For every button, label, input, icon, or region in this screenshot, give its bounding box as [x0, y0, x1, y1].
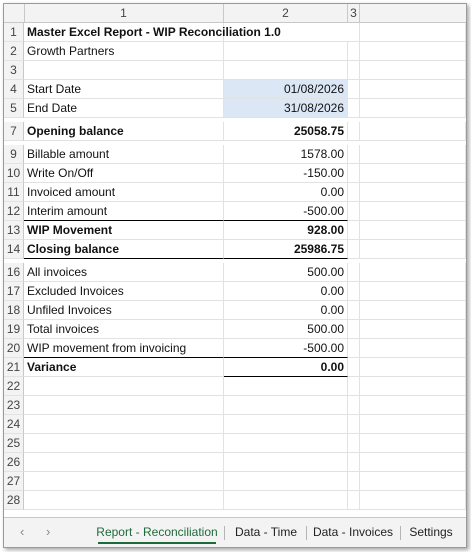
- cell-empty[interactable]: [360, 415, 466, 434]
- cell-empty[interactable]: [348, 99, 360, 118]
- row-header[interactable]: 4: [4, 80, 24, 99]
- table-row: [4, 23, 466, 42]
- cell-empty[interactable]: [360, 472, 466, 491]
- row-header[interactable]: 14: [4, 240, 24, 259]
- cell-label[interactable]: [24, 434, 224, 453]
- cell-empty[interactable]: [360, 42, 466, 61]
- cell-empty[interactable]: [360, 122, 466, 141]
- cell-label[interactable]: Invoiced amount: [24, 183, 224, 202]
- row-header[interactable]: 19: [4, 320, 24, 339]
- cell-label[interactable]: [24, 415, 224, 434]
- cell-empty[interactable]: [348, 301, 360, 320]
- cell-empty[interactable]: [348, 145, 360, 164]
- row-header[interactable]: 11: [4, 183, 24, 202]
- cell-empty[interactable]: [360, 61, 466, 80]
- cell-empty[interactable]: [360, 80, 466, 99]
- cell-label[interactable]: End Date: [24, 99, 224, 118]
- cell-empty[interactable]: [348, 358, 360, 377]
- cell-empty[interactable]: [360, 240, 466, 259]
- cell-value[interactable]: [224, 434, 348, 453]
- cell-empty[interactable]: [348, 42, 360, 61]
- cell-empty[interactable]: [348, 221, 360, 240]
- row-header[interactable]: 23: [4, 396, 24, 415]
- row-header[interactable]: 22: [4, 377, 24, 396]
- row-header[interactable]: 2: [4, 42, 24, 61]
- cell-empty[interactable]: [360, 183, 466, 202]
- cell-label[interactable]: Total invoices: [24, 320, 224, 339]
- cell-value[interactable]: 25058.75: [224, 122, 348, 141]
- cell-empty[interactable]: [348, 122, 360, 141]
- cell-empty[interactable]: [348, 80, 360, 99]
- cell-value[interactable]: 0.00: [224, 183, 348, 202]
- tab-prev-icon[interactable]: ‹: [20, 524, 25, 539]
- table-row: [4, 240, 466, 259]
- tab-label: Data - Invoices: [312, 525, 394, 539]
- tab-separator: [224, 526, 225, 540]
- cell-empty[interactable]: [348, 339, 360, 358]
- cell-empty[interactable]: [348, 61, 360, 80]
- table-row: [4, 80, 466, 99]
- cell-empty[interactable]: [348, 472, 360, 491]
- cell-label[interactable]: [24, 453, 224, 472]
- row-header[interactable]: 16: [4, 263, 24, 282]
- cell-empty[interactable]: [348, 320, 360, 339]
- cell-empty[interactable]: [360, 491, 466, 510]
- cell-empty[interactable]: [360, 23, 466, 42]
- table-row: [4, 396, 466, 415]
- table-row: [4, 453, 466, 472]
- cell-empty[interactable]: [360, 263, 466, 282]
- row-header[interactable]: 18: [4, 301, 24, 320]
- cell-empty[interactable]: [360, 221, 466, 240]
- cell-empty[interactable]: [348, 263, 360, 282]
- cell-label[interactable]: Interim amount: [24, 202, 224, 221]
- cell-empty[interactable]: [348, 240, 360, 259]
- cell-value[interactable]: [224, 61, 348, 80]
- cell-value[interactable]: -150.00: [224, 164, 348, 183]
- cell-value[interactable]: [224, 491, 348, 510]
- row-header[interactable]: 10: [4, 164, 24, 183]
- table-row: [4, 472, 466, 491]
- cell-value[interactable]: 928.00: [224, 221, 348, 240]
- table-row: [4, 99, 466, 118]
- cell-empty[interactable]: [360, 145, 466, 164]
- cell-empty[interactable]: [348, 202, 360, 221]
- tab-next-icon[interactable]: ›: [46, 524, 51, 539]
- table-row: [4, 434, 466, 453]
- cell-label[interactable]: WIP Movement: [24, 221, 224, 240]
- cell-value[interactable]: [224, 472, 348, 491]
- cell-value[interactable]: 500.00: [224, 263, 348, 282]
- table-row: [4, 358, 466, 377]
- row-header[interactable]: 1: [4, 23, 24, 42]
- tab-settings[interactable]: [403, 518, 459, 548]
- cell-value[interactable]: [224, 42, 348, 61]
- row-header[interactable]: 9: [4, 145, 24, 164]
- table-row: [4, 42, 466, 61]
- cell-label[interactable]: Variance: [24, 358, 224, 377]
- table-row: [4, 122, 466, 141]
- sheet-tab-bar: [4, 517, 466, 548]
- tab-separator: [306, 526, 307, 540]
- table-row: [4, 320, 466, 339]
- tab-data-invoices[interactable]: [309, 518, 397, 548]
- cell-empty[interactable]: [348, 415, 360, 434]
- cell-label[interactable]: WIP movement from invoicing: [24, 339, 224, 358]
- cell-empty[interactable]: [360, 396, 466, 415]
- row-header[interactable]: 24: [4, 415, 24, 434]
- column-header-bar: [4, 4, 466, 23]
- cell-empty[interactable]: [360, 358, 466, 377]
- table-row: [4, 415, 466, 434]
- cell-label[interactable]: Unfiled Invoices: [24, 301, 224, 320]
- row-header[interactable]: 26: [4, 453, 24, 472]
- cell-empty[interactable]: [360, 434, 466, 453]
- cell-empty[interactable]: [348, 164, 360, 183]
- tab-separator: [400, 526, 401, 540]
- cell-label[interactable]: Growth Partners: [24, 42, 224, 61]
- cell-empty[interactable]: [360, 301, 466, 320]
- cell-empty[interactable]: [348, 453, 360, 472]
- table-row: [4, 202, 466, 221]
- cell-empty[interactable]: [360, 320, 466, 339]
- cell-value[interactable]: 25986.75: [224, 240, 348, 259]
- cell-empty[interactable]: [348, 282, 360, 301]
- table-row: [4, 339, 466, 358]
- cell-empty[interactable]: [360, 453, 466, 472]
- table-row: [4, 301, 466, 320]
- tab-label: Settings: [409, 525, 453, 539]
- cell-value[interactable]: -500.00: [224, 339, 348, 358]
- row-header[interactable]: 5: [4, 99, 24, 118]
- cell-value[interactable]: 01/08/2026: [224, 80, 348, 99]
- cell-label[interactable]: [24, 491, 224, 510]
- cell-empty[interactable]: [360, 282, 466, 301]
- cell-label[interactable]: Billable amount: [24, 145, 224, 164]
- row-header[interactable]: 21: [4, 358, 24, 377]
- cell-label[interactable]: Opening balance: [24, 122, 224, 141]
- cell-label[interactable]: [24, 472, 224, 491]
- cell-empty[interactable]: [348, 23, 360, 42]
- table-row: [4, 183, 466, 202]
- table-row: [4, 377, 466, 396]
- cell-empty[interactable]: [360, 202, 466, 221]
- active-tab-underline: [98, 542, 216, 544]
- cell-label[interactable]: Closing balance: [24, 240, 224, 259]
- cell-value[interactable]: 500.00: [224, 320, 348, 339]
- column-header-3[interactable]: 3: [348, 4, 360, 22]
- cell-empty[interactable]: [348, 491, 360, 510]
- row-header[interactable]: 25: [4, 434, 24, 453]
- row-header[interactable]: 28: [4, 491, 24, 510]
- tab-report-reconciliation[interactable]: [92, 518, 222, 548]
- column-header-2[interactable]: 2: [224, 4, 348, 22]
- table-row: [4, 164, 466, 183]
- tab-data-time[interactable]: [228, 518, 304, 548]
- cell-value[interactable]: 0.00: [224, 282, 348, 301]
- cell-value[interactable]: 0.00: [224, 358, 348, 377]
- tab-label: Report - Reconciliation: [96, 525, 218, 539]
- row-header[interactable]: 3: [4, 61, 24, 80]
- cell-label[interactable]: Write On/Off: [24, 164, 224, 183]
- table-row: [4, 491, 466, 510]
- table-row: [4, 221, 466, 240]
- cell-value[interactable]: [224, 453, 348, 472]
- cell-value[interactable]: [224, 415, 348, 434]
- cell-label[interactable]: [24, 61, 224, 80]
- table-row: [4, 263, 466, 282]
- cell-value[interactable]: -500.00: [224, 202, 348, 221]
- cell-empty[interactable]: [360, 164, 466, 183]
- cell-empty[interactable]: [360, 339, 466, 358]
- cell-value[interactable]: [224, 396, 348, 415]
- cell-label[interactable]: Master Excel Report - WIP Reconciliation 1.0: [24, 23, 224, 42]
- tab-label: Data - Time: [234, 525, 297, 539]
- cell-value[interactable]: 1578.00: [224, 145, 348, 164]
- row-header[interactable]: 20: [4, 339, 24, 358]
- cell-label[interactable]: Start Date: [24, 80, 224, 99]
- cell-label[interactable]: All invoices: [24, 263, 224, 282]
- cell-empty[interactable]: [348, 396, 360, 415]
- cell-value[interactable]: 0.00: [224, 301, 348, 320]
- table-row: [4, 61, 466, 80]
- cell-empty[interactable]: [348, 183, 360, 202]
- column-header-1[interactable]: 1: [24, 4, 224, 22]
- table-row: [4, 145, 466, 164]
- spreadsheet-window: [3, 3, 467, 548]
- table-row: [4, 282, 466, 301]
- cell-empty[interactable]: [348, 377, 360, 396]
- select-all-corner[interactable]: [4, 4, 25, 22]
- row-header[interactable]: 7: [4, 122, 24, 141]
- cell-label[interactable]: [24, 396, 224, 415]
- row-header[interactable]: 17: [4, 282, 24, 301]
- cell-label[interactable]: [24, 377, 224, 396]
- row-header[interactable]: 12: [4, 202, 24, 221]
- row-header[interactable]: 27: [4, 472, 24, 491]
- cell-empty[interactable]: [348, 434, 360, 453]
- cell-empty[interactable]: [360, 377, 466, 396]
- cell-label[interactable]: Excluded Invoices: [24, 282, 224, 301]
- cell-value[interactable]: [224, 377, 348, 396]
- cell-value[interactable]: 31/08/2026: [224, 99, 348, 118]
- row-header[interactable]: 13: [4, 221, 24, 240]
- cell-empty[interactable]: [360, 99, 466, 118]
